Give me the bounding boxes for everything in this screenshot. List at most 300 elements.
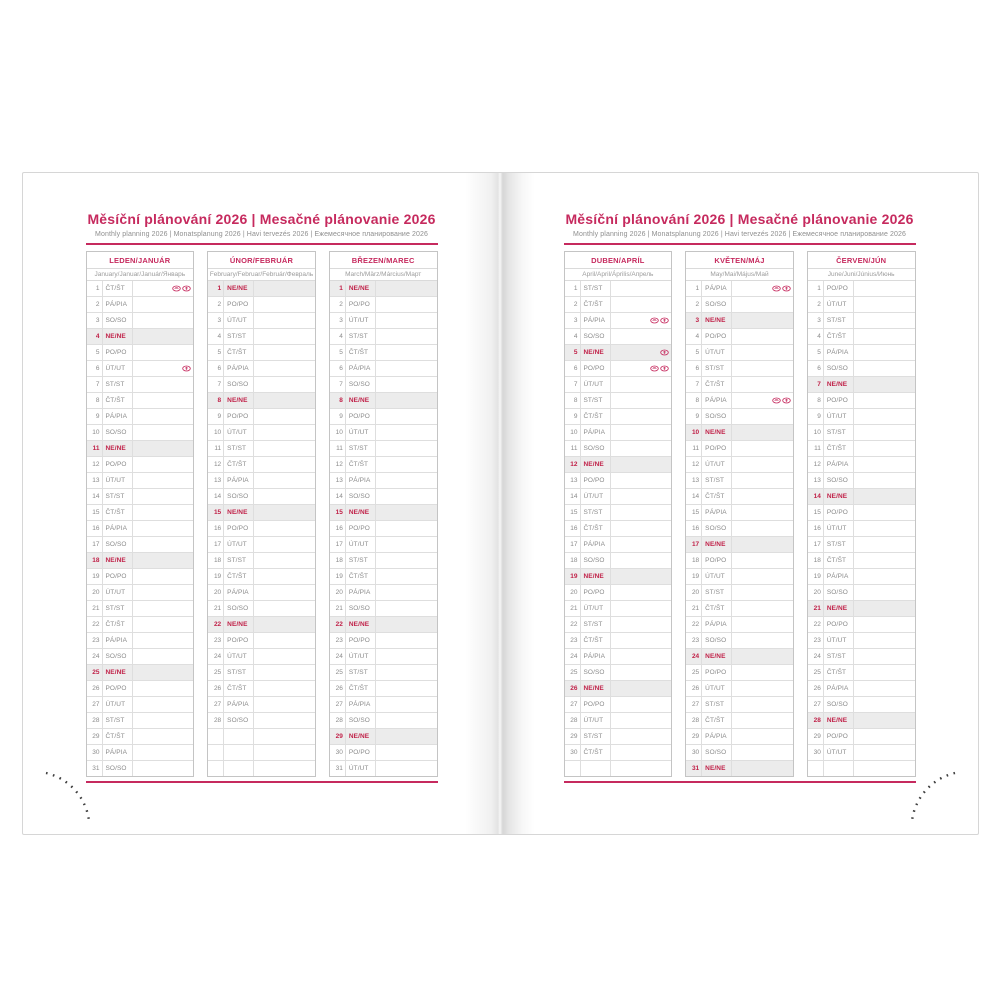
day-name: ÚT/UT — [103, 361, 133, 376]
day-number: 19 — [330, 569, 346, 584]
day-name: ČT/ŠT — [824, 665, 854, 680]
day-name: ST/ST — [346, 665, 376, 680]
day-note-cell — [732, 761, 793, 776]
day-name: PÁ/PIA — [824, 569, 854, 584]
day-note-cell — [854, 681, 915, 696]
day-row — [808, 713, 915, 729]
day-name: PO/PO — [824, 505, 854, 520]
day-note-cell — [611, 457, 672, 472]
day-number: 11 — [87, 441, 103, 456]
day-number: 20 — [330, 585, 346, 600]
day-name: SO/SO — [346, 713, 376, 728]
day-row — [208, 489, 315, 505]
day-row — [808, 441, 915, 457]
day-note-cell — [133, 713, 194, 728]
day-note-cell — [854, 633, 915, 648]
day-row — [87, 665, 194, 681]
month-day-grid — [87, 281, 194, 776]
day-name: NE/NE — [581, 569, 611, 584]
day-row — [208, 713, 315, 729]
day-row — [87, 681, 194, 697]
day-number: 17 — [565, 537, 581, 552]
day-name: PO/PO — [346, 521, 376, 536]
day-note-cell — [854, 521, 915, 536]
day-note-cell — [254, 473, 315, 488]
day-number: 18 — [87, 553, 103, 568]
day-row — [330, 569, 437, 585]
day-number: 28 — [686, 713, 702, 728]
day-name: SO/SO — [824, 697, 854, 712]
day-note-cell — [133, 377, 194, 392]
day-name: ÚT/UT — [103, 697, 133, 712]
day-row — [208, 329, 315, 345]
day-note-cell — [611, 729, 672, 744]
day-number: 22 — [686, 617, 702, 632]
day-row — [808, 473, 915, 489]
holiday-sk-icon — [782, 397, 791, 404]
day-row — [330, 425, 437, 441]
day-name: ST/ST — [581, 617, 611, 632]
day-number: 16 — [208, 521, 224, 536]
day-name: PO/PO — [702, 665, 732, 680]
day-number: 10 — [808, 425, 824, 440]
day-row — [808, 649, 915, 665]
day-name: ÚT/UT — [824, 521, 854, 536]
day-number: 2 — [330, 297, 346, 312]
day-note-cell — [376, 393, 437, 408]
day-note-cell — [376, 425, 437, 440]
day-name: SO/SO — [581, 329, 611, 344]
day-name: ÚT/UT — [103, 585, 133, 600]
day-note-cell — [611, 681, 672, 696]
day-number: 8 — [686, 393, 702, 408]
day-name: ST/ST — [581, 393, 611, 408]
day-name: SO/SO — [824, 585, 854, 600]
day-row — [565, 313, 672, 329]
day-name: SO/SO — [346, 377, 376, 392]
day-number: 14 — [87, 489, 103, 504]
day-number: 28 — [330, 713, 346, 728]
day-note-cell — [254, 521, 315, 536]
day-name: PO/PO — [224, 409, 254, 424]
day-number: 23 — [808, 633, 824, 648]
day-number: 15 — [208, 505, 224, 520]
day-row — [330, 505, 437, 521]
day-note-cell — [254, 569, 315, 584]
day-row — [208, 281, 315, 297]
day-name: SO/SO — [224, 713, 254, 728]
day-number: 31 — [87, 761, 103, 776]
day-note-cell — [732, 361, 793, 376]
holiday-cz-icon — [172, 285, 181, 292]
day-number: 27 — [565, 697, 581, 712]
day-name: PÁ/PIA — [103, 521, 133, 536]
day-row — [686, 713, 793, 729]
day-row — [87, 633, 194, 649]
day-name: ST/ST — [824, 313, 854, 328]
day-number: 9 — [686, 409, 702, 424]
day-row — [808, 537, 915, 553]
day-row — [565, 649, 672, 665]
day-note-cell — [854, 553, 915, 568]
day-row — [208, 313, 315, 329]
day-row — [686, 729, 793, 745]
day-note-cell — [376, 361, 437, 376]
day-name: PO/PO — [224, 521, 254, 536]
empty-day-row — [208, 761, 315, 776]
day-note-cell — [732, 585, 793, 600]
day-note-cell — [732, 601, 793, 616]
day-note-cell — [254, 745, 315, 760]
holiday-sk-icon — [660, 317, 669, 324]
day-name — [581, 761, 611, 776]
day-number: 28 — [565, 713, 581, 728]
day-name: ST/ST — [224, 441, 254, 456]
day-note-cell — [732, 665, 793, 680]
day-number: 29 — [87, 729, 103, 744]
day-name: ST/ST — [824, 649, 854, 664]
day-name: PO/PO — [702, 553, 732, 568]
day-note-cell — [133, 553, 194, 568]
month-day-grid — [686, 281, 793, 776]
day-name: ČT/ŠT — [346, 681, 376, 696]
page-right — [501, 173, 978, 834]
month-day-grid — [330, 281, 437, 776]
day-number: 21 — [87, 601, 103, 616]
day-row — [686, 457, 793, 473]
empty-day-row — [565, 761, 672, 776]
day-name: SO/SO — [702, 633, 732, 648]
day-row — [87, 745, 194, 761]
day-note-cell — [732, 729, 793, 744]
day-name: PÁ/PIA — [824, 681, 854, 696]
day-row — [87, 377, 194, 393]
day-number: 18 — [330, 553, 346, 568]
day-row — [330, 601, 437, 617]
day-number: 21 — [330, 601, 346, 616]
day-note-cell — [254, 505, 315, 520]
day-number: 6 — [808, 361, 824, 376]
day-number: 25 — [565, 665, 581, 680]
day-row — [565, 681, 672, 697]
day-name: ÚT/UT — [824, 633, 854, 648]
day-note-cell — [854, 393, 915, 408]
day-row — [686, 617, 793, 633]
day-note-cell — [254, 681, 315, 696]
day-name: PÁ/PIA — [103, 633, 133, 648]
day-row — [808, 409, 915, 425]
day-note-cell — [254, 377, 315, 392]
day-name — [224, 745, 254, 760]
day-row — [87, 697, 194, 713]
day-number: 13 — [565, 473, 581, 488]
day-row — [565, 601, 672, 617]
day-name: ÚT/UT — [581, 713, 611, 728]
planner-spread — [22, 172, 979, 835]
day-number: 2 — [87, 297, 103, 312]
day-name: ČT/ŠT — [346, 457, 376, 472]
day-name: PÁ/PIA — [581, 313, 611, 328]
day-note-cell — [854, 649, 915, 664]
day-name: ČT/ŠT — [103, 617, 133, 632]
day-row — [565, 585, 672, 601]
day-number: 1 — [87, 281, 103, 296]
day-row — [208, 697, 315, 713]
day-note-cell — [376, 457, 437, 472]
day-row — [808, 329, 915, 345]
day-number: 5 — [808, 345, 824, 360]
day-name: ČT/ŠT — [581, 633, 611, 648]
day-number: 25 — [87, 665, 103, 680]
page-title: Měsíční plánování 2026 | Mesačné plánovanie 2026 — [87, 211, 436, 227]
day-row — [208, 473, 315, 489]
month-languages: February/Februar/Február/Февраль — [208, 269, 315, 281]
day-number: 7 — [686, 377, 702, 392]
day-note-cell — [376, 649, 437, 664]
day-row — [87, 281, 194, 297]
day-row — [808, 665, 915, 681]
day-note-cell — [376, 441, 437, 456]
day-name: PO/PO — [702, 441, 732, 456]
day-number: 7 — [330, 377, 346, 392]
day-row — [565, 617, 672, 633]
day-row — [565, 633, 672, 649]
day-name: NE/NE — [702, 649, 732, 664]
day-note-cell — [254, 425, 315, 440]
day-note-cell — [133, 297, 194, 312]
day-name: ČT/ŠT — [702, 713, 732, 728]
day-name: SO/SO — [702, 297, 732, 312]
day-number: 15 — [330, 505, 346, 520]
day-name: PO/PO — [581, 361, 611, 376]
day-name: ST/ST — [103, 713, 133, 728]
day-number: 13 — [808, 473, 824, 488]
day-number: 25 — [208, 665, 224, 680]
day-number: 3 — [87, 313, 103, 328]
day-name: NE/NE — [702, 425, 732, 440]
day-note-cell — [254, 489, 315, 504]
day-note-cell — [254, 329, 315, 344]
day-note-cell — [376, 313, 437, 328]
day-row — [87, 649, 194, 665]
day-number: 10 — [330, 425, 346, 440]
day-note-cell — [254, 713, 315, 728]
day-note-cell — [732, 393, 793, 408]
day-note-cell — [854, 281, 915, 296]
day-row — [686, 345, 793, 361]
month-name: ÚNOR/FEBRUÁR — [208, 252, 315, 269]
day-row — [87, 313, 194, 329]
day-number: 7 — [87, 377, 103, 392]
day-number: 27 — [808, 697, 824, 712]
day-row — [686, 281, 793, 297]
day-name: ST/ST — [702, 697, 732, 712]
day-number: 2 — [686, 297, 702, 312]
day-number: 18 — [808, 553, 824, 568]
day-row — [330, 649, 437, 665]
day-number: 26 — [808, 681, 824, 696]
day-number: 14 — [808, 489, 824, 504]
day-note-cell — [854, 345, 915, 360]
day-name: PO/PO — [824, 281, 854, 296]
day-row — [565, 409, 672, 425]
day-name: PO/PO — [224, 633, 254, 648]
day-note-cell — [133, 761, 194, 776]
day-row — [208, 457, 315, 473]
day-number: 30 — [330, 745, 346, 760]
day-note-cell — [254, 585, 315, 600]
day-row — [808, 297, 915, 313]
day-row — [330, 329, 437, 345]
day-number: 25 — [686, 665, 702, 680]
day-row — [808, 457, 915, 473]
day-row — [808, 489, 915, 505]
day-name: ÚT/UT — [346, 537, 376, 552]
day-note-cell — [854, 601, 915, 616]
day-note-cell — [133, 505, 194, 520]
day-row — [565, 745, 672, 761]
day-row — [808, 585, 915, 601]
day-row — [686, 441, 793, 457]
day-note-cell — [611, 377, 672, 392]
holiday-cz-icon — [650, 365, 659, 372]
month-day-grid — [808, 281, 915, 776]
day-name: SO/SO — [103, 649, 133, 664]
day-note-cell — [376, 633, 437, 648]
day-note-cell — [732, 521, 793, 536]
day-row — [565, 489, 672, 505]
day-row — [565, 697, 672, 713]
day-name: ST/ST — [824, 425, 854, 440]
day-note-cell — [854, 745, 915, 760]
day-name: PO/PO — [824, 617, 854, 632]
day-number: 3 — [208, 313, 224, 328]
day-number: 2 — [808, 297, 824, 312]
day-note-cell — [732, 649, 793, 664]
day-row — [808, 617, 915, 633]
day-number: 18 — [565, 553, 581, 568]
day-note-cell — [254, 649, 315, 664]
day-row — [330, 729, 437, 745]
day-row — [330, 585, 437, 601]
day-row — [808, 521, 915, 537]
day-row — [686, 585, 793, 601]
day-note-cell — [254, 457, 315, 472]
day-number: 29 — [330, 729, 346, 744]
day-number: 12 — [808, 457, 824, 472]
day-note-cell — [376, 761, 437, 776]
day-note-cell — [133, 633, 194, 648]
day-row — [565, 377, 672, 393]
day-row — [208, 361, 315, 377]
day-row — [808, 425, 915, 441]
day-row — [686, 297, 793, 313]
day-number: 9 — [565, 409, 581, 424]
day-name: PÁ/PIA — [702, 729, 732, 744]
day-row — [565, 393, 672, 409]
day-row — [686, 761, 793, 776]
day-number — [208, 745, 224, 760]
day-row — [686, 473, 793, 489]
day-row — [808, 345, 915, 361]
day-name: NE/NE — [346, 393, 376, 408]
day-row — [330, 745, 437, 761]
day-name: ST/ST — [224, 553, 254, 568]
day-note-cell — [254, 761, 315, 776]
day-row — [565, 441, 672, 457]
day-name: ÚT/UT — [103, 473, 133, 488]
day-note-cell — [133, 473, 194, 488]
day-note-cell — [611, 441, 672, 456]
day-name: ČT/ŠT — [824, 441, 854, 456]
day-name: PÁ/PIA — [103, 745, 133, 760]
page-subtitle: Monthly planning 2026 | Monatsplanung 2026 | Havi tervezés 2026 | Ежемесячное планирование 2026 — [573, 231, 906, 239]
day-name: PÁ/PIA — [346, 361, 376, 376]
day-note-cell — [254, 617, 315, 632]
day-note-cell — [376, 505, 437, 520]
day-note-cell — [254, 537, 315, 552]
day-row — [686, 377, 793, 393]
day-note-cell — [854, 329, 915, 344]
day-note-cell — [254, 361, 315, 376]
day-row — [565, 297, 672, 313]
day-number: 9 — [208, 409, 224, 424]
day-note-cell — [254, 601, 315, 616]
day-number: 8 — [208, 393, 224, 408]
day-note-cell — [732, 313, 793, 328]
day-name: SO/SO — [224, 377, 254, 392]
day-name: ST/ST — [581, 505, 611, 520]
day-row — [686, 409, 793, 425]
month-name: BŘEZEN/MAREC — [330, 252, 437, 269]
day-row — [87, 345, 194, 361]
day-note-cell — [732, 473, 793, 488]
day-number: 23 — [208, 633, 224, 648]
day-number: 6 — [330, 361, 346, 376]
day-row — [686, 633, 793, 649]
day-row — [208, 393, 315, 409]
day-row — [686, 505, 793, 521]
page-left — [23, 173, 500, 834]
day-row — [87, 505, 194, 521]
day-number: 28 — [208, 713, 224, 728]
day-note-cell — [133, 313, 194, 328]
day-note-cell — [611, 697, 672, 712]
day-note-cell — [254, 665, 315, 680]
day-row — [808, 601, 915, 617]
day-name: PÁ/PIA — [581, 649, 611, 664]
day-row — [208, 409, 315, 425]
day-number: 12 — [330, 457, 346, 472]
day-note-cell — [133, 441, 194, 456]
page-title: Měsíční plánování 2026 | Mesačné plánovanie 2026 — [565, 211, 914, 227]
day-number: 14 — [330, 489, 346, 504]
day-note-cell — [732, 281, 793, 296]
day-row — [565, 329, 672, 345]
day-row — [565, 713, 672, 729]
month-languages: June/Juni/Június/Июнь — [808, 269, 915, 281]
day-note-cell — [254, 393, 315, 408]
day-name: ČT/ŠT — [103, 281, 133, 296]
day-number: 8 — [87, 393, 103, 408]
day-row — [565, 665, 672, 681]
day-note-cell — [611, 745, 672, 760]
day-note-cell — [732, 537, 793, 552]
day-row — [565, 521, 672, 537]
day-number: 19 — [208, 569, 224, 584]
day-note-cell — [732, 633, 793, 648]
day-note-cell — [611, 649, 672, 664]
